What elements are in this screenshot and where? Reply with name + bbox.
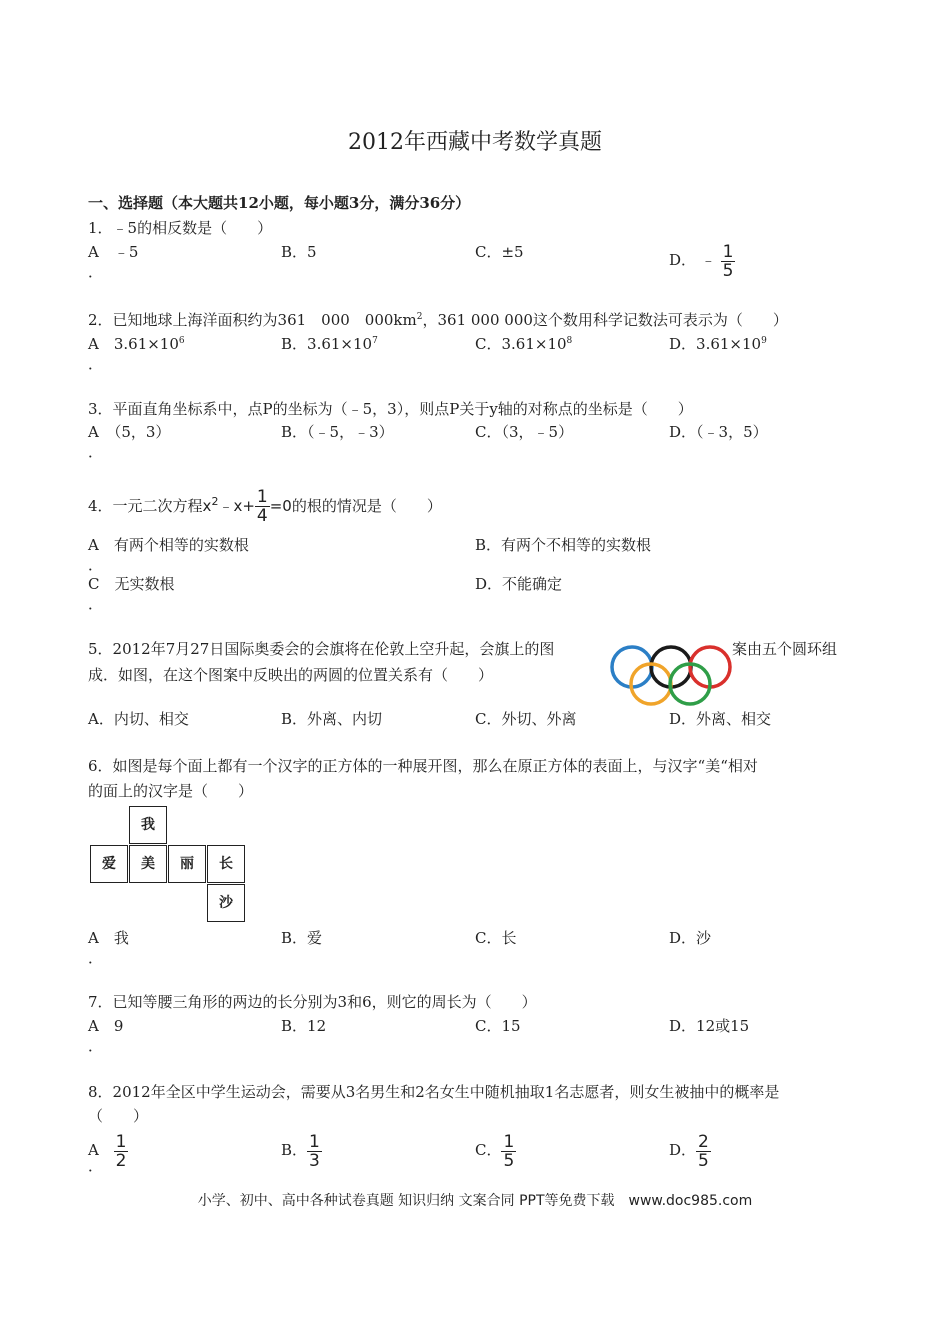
q2-a-exponent: 6 <box>178 336 185 346</box>
q8-option-b <box>281 1128 322 1172</box>
page-title: 2012年西藏中考数学真题 <box>348 130 602 155</box>
q1-option-a: A ﹣5 <box>88 243 139 261</box>
q8-d-label: D． <box>669 1141 697 1159</box>
q2-b-exponent: 7 <box>372 336 378 346</box>
net-cell-ai: 爱 <box>90 845 128 883</box>
net-cell-chang: 长 <box>207 845 245 883</box>
q4-stem-text: 4．一元二次方程 <box>88 497 203 515</box>
q7-option-b: B．12 <box>281 1017 327 1035</box>
q5-option-c: C．外切、外离 <box>475 710 577 728</box>
q7-option-a-dot: ． <box>88 1037 104 1055</box>
q2-stem <box>88 310 788 330</box>
q2-stem-text-2: ，361 000 000这个数用科学记数法可表示为（ ） <box>422 311 788 329</box>
net-cell-li: 丽 <box>168 845 206 883</box>
q6-stem-line1: 6．如图是每个面上都有一个汉字的正方体的一种展开图，那么在原正方体的表面上，与汉字“美“相对 <box>88 757 758 775</box>
q4-eq-numerator: 1 <box>256 487 268 507</box>
q4-option-d: D．不能确定 <box>475 575 563 593</box>
q4-option-c-dot: ． <box>88 595 104 613</box>
net-cell-sha: 沙 <box>207 884 245 922</box>
q4-option-c: C 无实数根 <box>88 575 175 593</box>
q1-option-a-dot: ． <box>88 263 104 281</box>
q4-eq-end: =0 <box>269 497 292 515</box>
q2-d-text: D．3.61×10 <box>669 335 762 353</box>
q5-stem-line2: 成．如图，在这个图案中反映出的两圆的位置关系有（ ） <box>88 666 494 684</box>
q8-option-d <box>669 1128 711 1172</box>
q3-option-a-dot: ． <box>88 443 104 461</box>
q8-stem-line2: （ ） <box>88 1107 149 1125</box>
q6-option-a: A 我 <box>88 929 129 947</box>
q2-option-b <box>281 334 378 354</box>
q6-option-c: C．长 <box>475 929 517 947</box>
q4-eq-denominator: 4 <box>256 506 268 526</box>
q7-stem: 7．已知等腰三角形的两边的长分别为3和6，则它的周长为（ ） <box>88 993 537 1011</box>
q1-d-denominator: 5 <box>722 260 734 281</box>
q4-eq-x: x <box>202 497 212 515</box>
q1-d-numerator: 1 <box>722 241 734 262</box>
q8-a-label: A <box>88 1141 99 1159</box>
q8-c-fraction <box>501 1133 516 1170</box>
net-cell-wo: 我 <box>129 806 167 844</box>
q2-option-a <box>88 334 185 354</box>
q2-c-exponent: 8 <box>566 336 573 346</box>
q3-stem: 3．平面直角坐标系中，点P的坐标为（﹣5，3），则点P关于y轴的对称点的坐标是（ ） <box>88 400 693 418</box>
page-footer: 小学、初中、高中各种试卷真题 知识归纳 文案合同 PPT等免费下载 www.doc985.com <box>197 1193 753 1209</box>
section-heading: 一、选择题（本大题共12小题，每小题3分，满分36分） <box>88 194 471 212</box>
q8-a-numerator: 1 <box>115 1131 127 1152</box>
olympic-rings-figure <box>606 642 736 708</box>
q2-b-text: B．3.61×10 <box>281 335 373 353</box>
q4-eq-exponent: 2 <box>211 495 219 508</box>
q4-eq-mid: ﹣x+ <box>218 497 255 515</box>
q8-a-fraction <box>114 1133 129 1170</box>
q2-c-text: C．3.61×10 <box>475 335 567 353</box>
q1-stem: 1．﹣5的相反数是（ ） <box>88 219 273 237</box>
q4-equation <box>202 487 292 526</box>
q8-b-fraction <box>307 1133 322 1170</box>
q2-stem-text: 2．已知地球上海洋面积约为361 000 000km <box>88 311 417 329</box>
q8-c-numerator: 1 <box>503 1131 515 1152</box>
q7-option-c: C．15 <box>475 1017 521 1035</box>
q8-d-numerator: 2 <box>698 1131 709 1152</box>
q8-c-label: C． <box>475 1141 502 1159</box>
q6-stem-line2: 的面上的汉字是（ ） <box>88 782 254 800</box>
q3-option-b: B．（﹣5，﹣3） <box>281 423 394 441</box>
q1-option-d-fraction <box>721 243 736 280</box>
net-cell-mei: 美 <box>129 845 167 883</box>
q8-b-numerator: 1 <box>309 1131 320 1152</box>
q8-option-a-dot: ． <box>88 1157 104 1175</box>
q6-option-b: B．爱 <box>281 929 323 947</box>
q3-option-a: A （5，3） <box>88 423 171 441</box>
q8-d-denominator: 5 <box>698 1150 709 1171</box>
q3-option-d: D．（﹣3，5） <box>669 423 768 441</box>
q2-option-d <box>669 334 767 354</box>
q5-option-b: B．外离、内切 <box>281 710 383 728</box>
q4-eq-fraction <box>255 488 270 525</box>
q2-a-text: A 3.61×10 <box>88 335 179 353</box>
q8-b-denominator: 3 <box>309 1150 320 1171</box>
q2-option-a-dot: ． <box>88 355 104 373</box>
q5-option-a: A．内切、相交 <box>88 710 189 728</box>
q2-option-c <box>475 334 572 354</box>
q8-option-c <box>475 1128 516 1172</box>
q6-option-a-dot: ． <box>88 949 104 967</box>
q8-b-label: B． <box>281 1141 308 1159</box>
q2-stem-exponent: 2 <box>416 312 423 322</box>
q4-stem-text-2: 的根的情况是（ ） <box>291 497 442 515</box>
q4-stem <box>88 486 442 526</box>
q6-option-d: D．沙 <box>669 929 712 947</box>
q4-option-a: A 有两个相等的实数根 <box>88 536 249 554</box>
q1-option-b: B．5 <box>281 243 317 261</box>
q8-c-denominator: 5 <box>503 1150 515 1171</box>
q2-d-exponent: 9 <box>761 336 767 346</box>
q7-option-d: D．12或15 <box>669 1017 750 1035</box>
q5-stem-line1: 5．2012年7月27日国际奥委会的会旗将在伦敦上空升起，会旗上的图 <box>88 640 555 658</box>
q7-option-a: A 9 <box>88 1017 124 1035</box>
q3-option-c: C．（3，﹣5） <box>475 423 574 441</box>
q8-stem-line1: 8．2012年全区中学生运动会，需要从3名男生和2名女生中随机抽取1名志愿者，则女生被抽中的概率是 <box>88 1083 780 1101</box>
q1-option-c: C．±5 <box>475 243 524 261</box>
q5-option-d: D．外离、相交 <box>669 710 772 728</box>
q8-d-fraction <box>696 1133 711 1170</box>
q5-stem-line1-right: 案由五个圆环组 <box>732 640 838 658</box>
q8-a-denominator: 2 <box>115 1150 127 1171</box>
q1-option-d <box>669 238 735 282</box>
q1-option-d-sign: ﹣ <box>700 251 716 269</box>
q4-option-a-dot: ． <box>88 556 104 574</box>
q4-option-b: B．有两个不相等的实数根 <box>475 536 652 554</box>
q1-option-d-label: D． <box>669 251 697 269</box>
